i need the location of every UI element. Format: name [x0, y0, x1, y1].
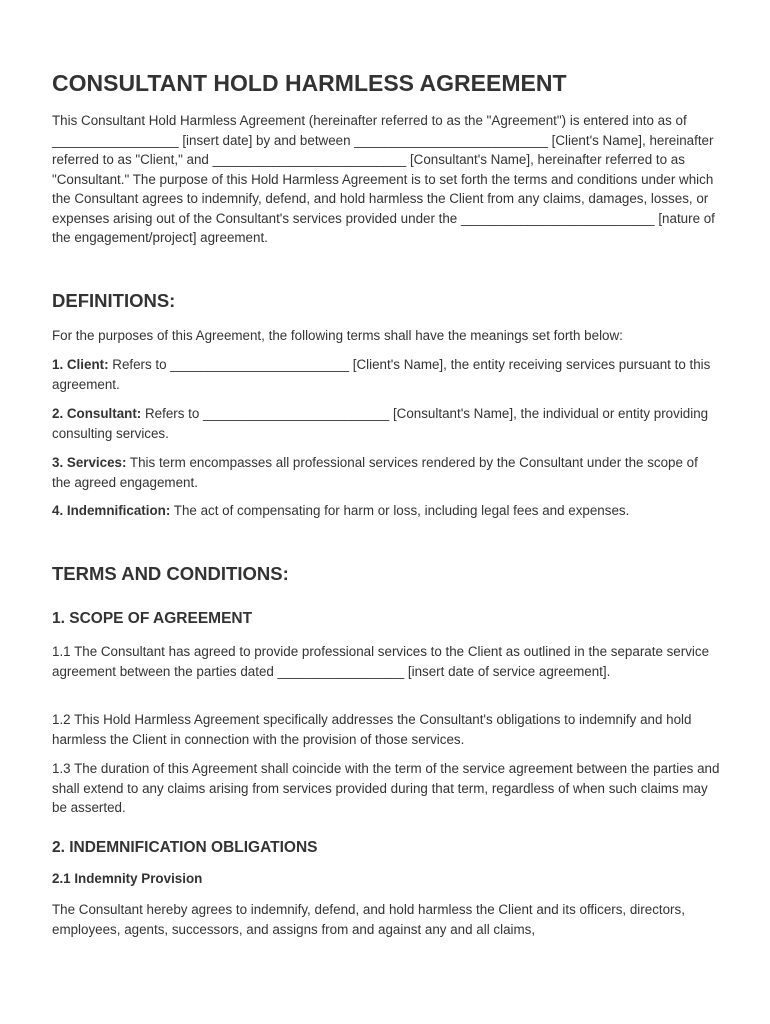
- definition-text: This term encompasses all professional services rendered by the Consultant under the scope of the agreed engagement.: [52, 455, 698, 490]
- terms-heading: TERMS AND CONDITIONS:: [52, 563, 289, 584]
- definitions-lead: For the purposes of this Agreement, the following terms shall have the meanings set forth below:: [52, 328, 623, 343]
- definition-text: Refers to ________________________ [Client's Name], the entity receiving services pursuant to this agreement.: [52, 357, 711, 392]
- definition-text: The act of compensating for harm or loss, including legal fees and expenses.: [170, 503, 630, 518]
- definition-item: [52, 355, 720, 394]
- subsection-heading-indemnity: 2.1 Indemnity Provision: [52, 871, 203, 886]
- intro-paragraph: This Consultant Hold Harmless Agreement (hereinafter referred to as the "Agreement") is entered into as of _________________ [insert date] by and between __________________________ [Client's Name], hereinafter referred to as "Client," and __________________________ [Consultant's Name], hereinafter referred to as "Consultant." The purpose of this Hold Harmless Agreement is to set forth the terms and conditions under which the Consultant agrees to indemnify, defend, and hold harmless the Client from any claims, damages, losses, or expenses arising out of the Consultant's services provided under the __________________________ [nature of the engagement/project] agreement.: [52, 113, 715, 245]
- definition-item: [52, 404, 720, 443]
- definition-text: Refers to _________________________ [Consultant's Name], the individual or entity providing consulting services.: [52, 406, 709, 441]
- clause-1-2: 1.2 This Hold Harmless Agreement specifically addresses the Consultant's obligations to indemnify and hold harmless the Client in connection with the provision of those services.: [52, 712, 692, 747]
- clause-1-3: 1.3 The duration of this Agreement shall coincide with the term of the service agreement between the parties and shall extend to any claims arising from services provided during that term, regardless of when such claims may be asserted.: [52, 761, 720, 815]
- definition-term: 1. Client:: [52, 357, 109, 372]
- document-title: CONSULTANT HOLD HARMLESS AGREEMENT: [52, 70, 567, 96]
- section-heading-indemnification: 2. INDEMNIFICATION OBLIGATIONS: [52, 839, 318, 856]
- definition-term: 3. Services:: [52, 455, 127, 470]
- clause-1-1: 1.1 The Consultant has agreed to provide professional services to the Client as outlined in the separate service agreement between the parties dated _________________ [insert date of service agreement].: [52, 644, 710, 679]
- clause-2-1-text: The Consultant hereby agrees to indemnify, defend, and hold harmless the Client and its officers, directors, employees, agents, successors, and assigns from and against any and all claims,: [52, 902, 685, 937]
- definition-term: 4. Indemnification:: [52, 503, 171, 518]
- section-heading-scope: 1. SCOPE OF AGREEMENT: [52, 610, 253, 627]
- definitions-heading: DEFINITIONS:: [52, 290, 176, 311]
- definition-item: [52, 501, 720, 521]
- definition-term: 2. Consultant:: [52, 406, 142, 421]
- definition-item: [52, 453, 720, 492]
